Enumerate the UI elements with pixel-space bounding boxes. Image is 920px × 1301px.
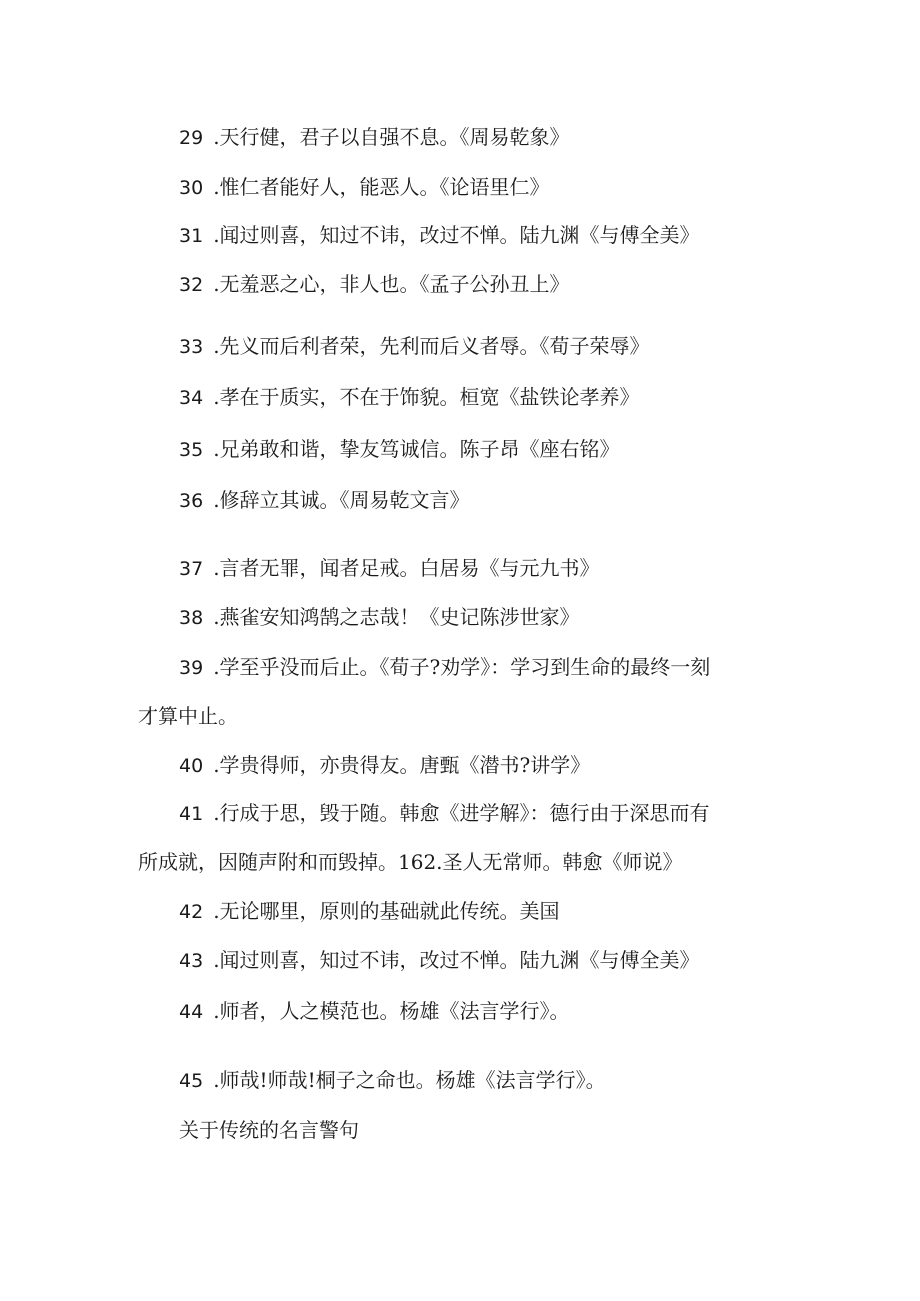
quote-item-39 [138, 655, 790, 680]
item-number: 36 [179, 490, 204, 512]
item-separator: . [213, 488, 220, 512]
quote-item-29 [138, 125, 790, 150]
item-number: 45 [179, 1070, 204, 1092]
item-separator: . [213, 753, 220, 777]
item-text: 师者，人之模范也。杨雄《法言学行》。 [219, 999, 570, 1023]
item-text: 无羞恶之心，非人也。《孟子公孙丑上》 [219, 272, 570, 296]
item-text: 天行健，君子以自强不息。《周易乾象》 [219, 125, 570, 149]
quote-item-32 [138, 272, 790, 297]
item-text: 燕雀安知鸿鹄之志哉！《史记陈涉世家》 [219, 605, 580, 629]
item-separator: . [213, 1068, 220, 1092]
item-number: 35 [179, 439, 204, 461]
item-text: 兄弟敢和谐，挚友笃诚信。陈子昂《座右铭》 [219, 437, 620, 461]
quote-item-41 [138, 801, 790, 826]
item-number: 33 [179, 336, 204, 358]
item-number: 38 [179, 607, 204, 629]
item-separator: . [213, 899, 220, 923]
quote-item-41-continuation [138, 850, 790, 874]
quote-item-34 [138, 385, 790, 410]
item-text: 闻过则喜，知过不讳，改过不惮。陆九渊《与傅全美》 [219, 948, 700, 972]
item-separator: . [213, 556, 220, 580]
item-number: 31 [179, 225, 204, 247]
quote-item-31 [138, 223, 790, 248]
item-text: 无论哪里，原则的基础就此传统。美国 [219, 899, 560, 923]
quote-item-43 [138, 948, 790, 973]
quote-item-37 [138, 556, 790, 581]
item-number: 29 [179, 127, 204, 149]
item-number: 41 [179, 803, 204, 825]
item-separator: . [213, 272, 220, 296]
quote-item-30 [138, 175, 790, 200]
item-number: 34 [179, 387, 204, 409]
item-number: 44 [179, 1001, 204, 1023]
item-text: 惟仁者能好人，能恶人。《论语里仁》 [219, 175, 550, 199]
item-text: 学至乎没而后止。《荀子?劝学》：学习到生命的最终一刻 [219, 655, 711, 679]
item-number: 42 [179, 901, 204, 923]
quote-item-33 [138, 334, 790, 359]
item-separator: . [213, 948, 220, 972]
quote-item-44 [138, 999, 790, 1024]
item-text: 孝在于质实，不在于饰貌。桓宽《盐铁论孝养》 [219, 385, 640, 409]
item-number: 37 [179, 558, 204, 580]
item-text: 行成于思，毁于随。韩愈《进学解》：德行由于深思而有 [219, 801, 710, 825]
item-text: 闻过则喜，知过不讳，改过不惮。陆九渊《与傅全美》 [219, 223, 700, 247]
item-separator: . [213, 437, 220, 461]
quote-item-39-continuation [138, 704, 790, 728]
quote-item-45 [138, 1068, 790, 1093]
quote-item-42 [138, 899, 790, 924]
quote-item-40 [138, 753, 790, 778]
item-number: 40 [179, 755, 204, 777]
item-number: 43 [179, 950, 204, 972]
item-separator: . [213, 999, 220, 1023]
item-text: 学贵得师，亦贵得友。唐甄《潜书?讲学》 [219, 753, 591, 777]
quote-item-38 [138, 605, 790, 630]
item-number: 32 [179, 274, 204, 296]
item-separator: . [213, 801, 220, 825]
item-separator: . [213, 125, 220, 149]
item-text: 言者无罪，闻者足戒。白居易《与元九书》 [219, 556, 600, 580]
quote-item-35 [138, 437, 790, 462]
item-text: 修辞立其诚。《周易乾文言》 [219, 488, 470, 512]
item-separator: . [213, 223, 220, 247]
item-separator: . [213, 385, 220, 409]
item-number: 39 [179, 657, 204, 679]
item-separator: . [213, 175, 220, 199]
item-text: 师哉!师哉!桐子之命也。杨雄《法言学行》。 [219, 1068, 606, 1092]
item-text: 先义而后利者荣，先利而后义者辱。《荀子荣辱》 [219, 334, 650, 358]
item-separator: . [213, 605, 220, 629]
item-number: 30 [179, 177, 204, 199]
item-text-continued: 才算中止。 [138, 704, 238, 728]
item-separator: . [213, 655, 220, 679]
quote-item-36 [138, 488, 790, 513]
section-title: 关于传统的名言警句 [179, 1118, 359, 1142]
item-separator: . [213, 334, 220, 358]
item-text-continued: 所成就，因随声附和而毁掉。162.圣人无常师。韩愈《师说》 [138, 850, 683, 874]
